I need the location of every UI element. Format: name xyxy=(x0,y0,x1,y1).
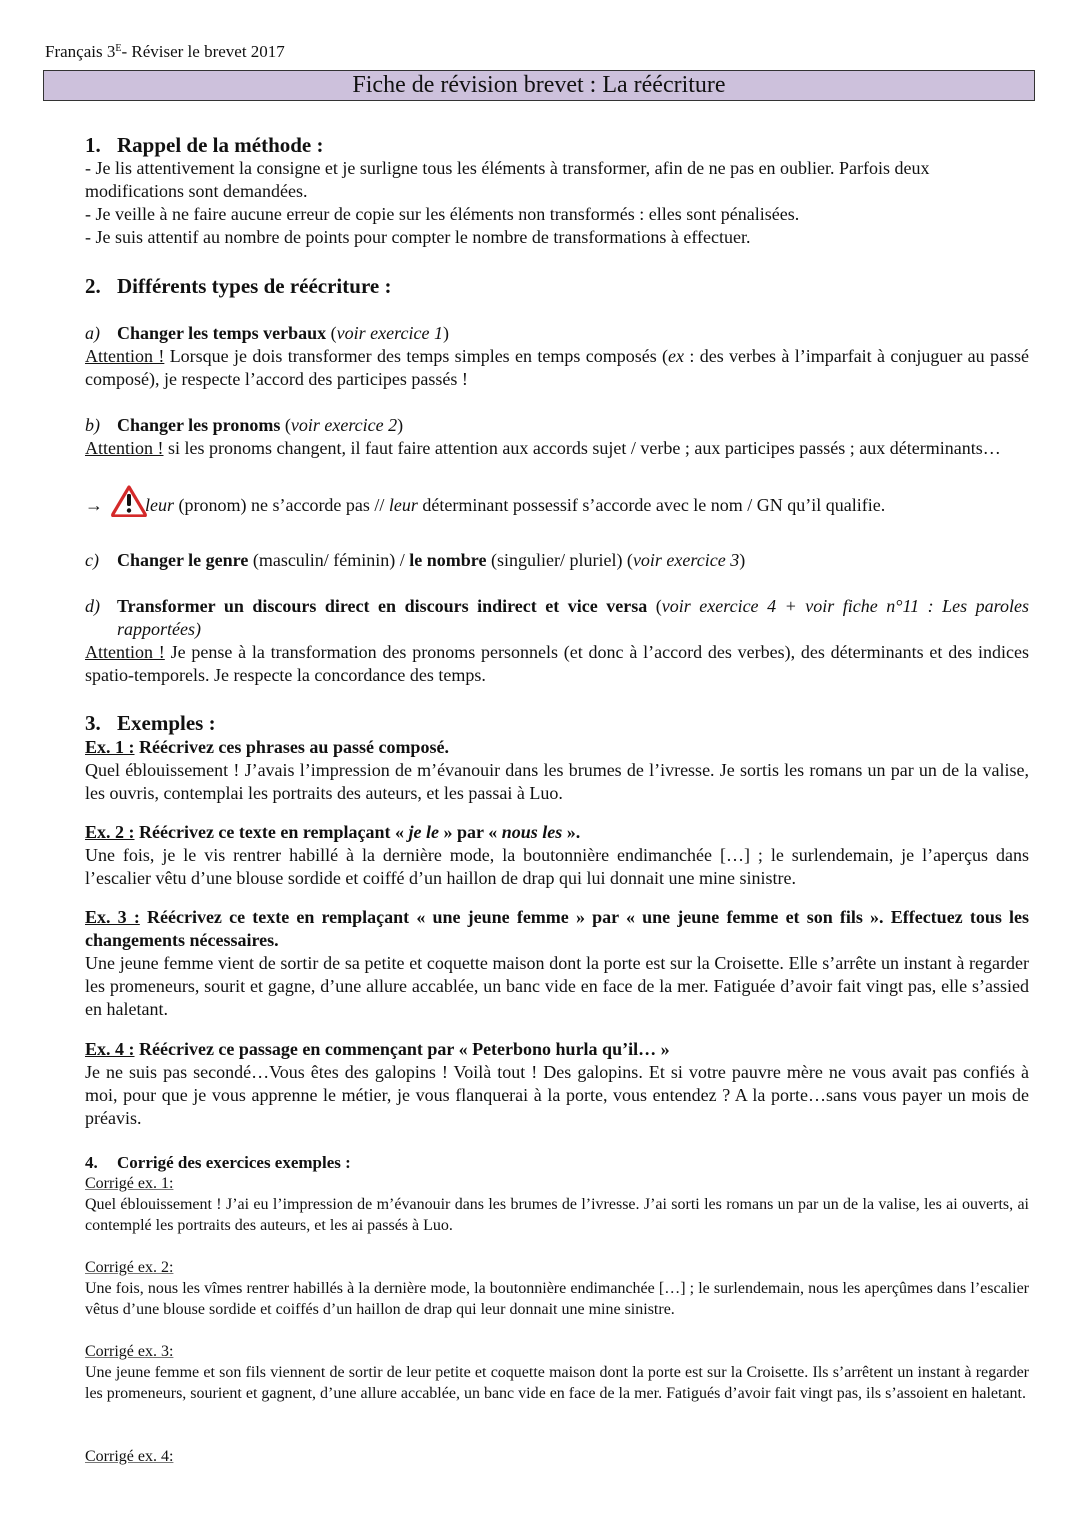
correction-text: Une jeune femme et son fils viennent de sortir de leur petite et coquette maison dont la porte est sur la Croisette. Ils s’arrêtent un instant à regarder les promeneurs, sourient et gagnent, d’une allure accablée, un banc vide en face de la mer. Fatigués d’avoir fait vingt pas, ils s’assoient en haletant. xyxy=(85,1364,1029,1402)
exercise-text: Quel éblouissement ! J’avais l’impression de m’évanouir dans les brumes de l’ivresse. Je sortis les romans un par un de la valise, les ouvris, contemplai les portraits des auteurs, et les passai à Luo. xyxy=(85,760,1029,803)
correction-label: Corrigé ex. 2: xyxy=(85,1259,174,1276)
attention-label: Attention ! xyxy=(85,346,165,366)
correction-label: Corrigé ex. 3: xyxy=(85,1343,174,1360)
exercise-label: Ex. 4 : xyxy=(85,1039,135,1059)
exercise-label: Ex. 1 : xyxy=(85,737,135,757)
correction-label: Corrigé ex. 1: xyxy=(85,1175,174,1192)
section-method xyxy=(85,133,1029,249)
section-heading: 3. Exemples : xyxy=(85,711,216,735)
exercise-2: Ex. 2 : Réécrivez ce texte en remplaçant « je le » par « nous les ». Une fois, je le vis rentrer habillé à la dernière mode, la boutonnière endimanchée […] ; le surlendemain, je l’aperçus dans l’escalier vêtu d’une blouse sordide et coiffé d’un haillon de drap qui lui donnait une mine sinistre. xyxy=(85,822,1029,888)
exercise-4: Ex. 4 : Réécrivez ce passage en commençant par « Peterbono hurla qu’il… » Je ne suis pas secondé…Vous êtes des galopins ! Voilà tout ! Des galopins. Et si votre pauvre mère ne vous avait pas confiés à moi, pour que je vous apprenne le métier, je vous flanquerai à la porte, vous entendez ? A la porte…sans vous payer un mois de préavis. xyxy=(85,1039,1029,1128)
page-header xyxy=(45,39,285,62)
section-examples xyxy=(85,711,1029,735)
header-suffix: - Réviser le brevet 2017 xyxy=(121,42,285,61)
section-types xyxy=(85,274,1029,298)
subsection-c: c) Changer le genre (masculin/ féminin) / le nombre (singulier/ pluriel) (voir exercice 3) xyxy=(85,550,746,570)
exercise-label: Ex. 3 : xyxy=(85,907,140,927)
correction-label: Corrigé ex. 4: xyxy=(85,1448,174,1465)
subsection-d: d) Transformer un discours direct en discours indirect et vice versa (voir exercice 4 + voir fiche n°11 : Les paroles rapportées) Attention ! Je pense à la transformation des pronoms personnels (et donc à l’accord des verbes), des déterminants et des indices spatio-temporels. Je respecte la concordance des temps. xyxy=(85,596,1029,685)
exercise-text: Je ne suis pas secondé…Vous êtes des galopins ! Voilà tout ! Des galopins. Et si votre pauvre mère ne vous avait pas confiés à moi, pour que je vous apprenne le métier, je vous flanquerai à la porte, vous entendez ? A la porte…sans vous payer un mois de préavis. xyxy=(85,1062,1029,1128)
exercise-text: Une jeune femme vient de sortir de sa petite et coquette maison dont la porte est sur la Croisette. Elle s’arrête un instant à regarder les promeneurs, sourit et gagne, d’une allure accablée, un banc vide en face de la mer. Fatiguée d’avoir fait vingt pas, elle s’assied en haletant. xyxy=(85,953,1029,1019)
attention-label: Attention ! xyxy=(85,438,164,458)
warning-triangle-icon xyxy=(111,485,147,517)
subsection-a: a) Changer les temps verbaux (voir exercice 1) Attention ! Lorsque je dois transformer des temps simples en temps composés (ex : des verbes à l’imparfait à conjuguer au passé composé), je respecte l’accord des participes passés ! xyxy=(85,323,1029,389)
subsection-b: b) Changer les pronoms (voir exercice 2) Attention ! si les pronoms changent, il faut faire attention aux accords sujet / verbe ; aux participes passés ; aux déterminants… xyxy=(85,415,1001,458)
exercise-3: Ex. 3 : Réécrivez ce texte en remplaçant « une jeune femme » par « une jeune femme et son fils ». Effectuez tous les changements nécessaires. Une jeune femme vient de sortir de sa petite et coquette maison dont la porte est sur la Croisette. Elle s’arrête un instant à regarder les promeneurs, sourit et gagne, d’une allure accablée, un banc vide en face de la mer. Fatiguée d’avoir fait vingt pas, elle s’assied en haletant. xyxy=(85,907,1029,1019)
correction-text: Quel éblouissement ! J’ai eu l’impression de m’évanouir dans les brumes de l’ivresse. J’ai sorti les romans un par un de la valise, les ai ouverts, ai contemplé les portraits des auteurs, et les ai passés à Luo. xyxy=(85,1196,1029,1234)
exercise-text: Une fois, je le vis rentrer habillé à la dernière mode, la boutonnière endimanchée […] ; le surlendemain, je l’aperçus dans l’escalier vêtu d’une blouse sordide et coiffé d’un haillon de drap qui lui donnait une mine sinistre. xyxy=(85,845,1029,888)
section-corrections xyxy=(85,1153,1029,1236)
header-sup: E xyxy=(115,43,122,54)
correction-3 xyxy=(85,1341,1029,1404)
section-heading: 4. Corrigé des exercices exemples : xyxy=(85,1153,351,1172)
header-prefix: Français 3 xyxy=(45,42,116,61)
arrow-right-icon: → xyxy=(85,495,103,515)
correction-4 xyxy=(85,1446,1029,1467)
section-heading: 2. Différents types de réécriture : xyxy=(85,274,392,298)
warning-note: → leur (pronom) ne s’accorde pas // leur déterminant possessif s’accorde avec le nom / GN qu’il qualifie. xyxy=(85,485,1029,517)
attention-label: Attention ! xyxy=(85,642,165,662)
correction-text: Une fois, nous les vîmes rentrer habillés à la dernière mode, la boutonnière endimanchée […] ; le surlendemain, nous les aperçûmes dans l’escalier vêtus d’une blouse sordide et coiffés d’un haillon de drap qui leur donnait une mine sinistre. xyxy=(85,1280,1029,1318)
exercise-label: Ex. 2 : xyxy=(85,822,135,842)
exercise-1: Ex. 1 : Réécrivez ces phrases au passé composé. Quel éblouissement ! J’avais l’impression de m’évanouir dans les brumes de l’ivresse. Je sortis les romans un par un de la valise, les ouvris, contemplai les portraits des auteurs, et les passai à Luo. xyxy=(85,737,1029,803)
method-line: - Je lis attentivement la consigne et je surligne tous les éléments à transformer, afin de ne pas en oublier. Parfois deux modifications sont demandées. xyxy=(85,158,930,201)
page-title: Fiche de révision brevet : La réécriture xyxy=(43,70,1035,101)
method-line: - Je suis attentif au nombre de points pour compter le nombre de transformations à effectuer. xyxy=(85,227,751,247)
correction-2 xyxy=(85,1257,1029,1320)
section-heading: 1. Rappel de la méthode : xyxy=(85,133,324,157)
method-line: - Je veille à ne faire aucune erreur de copie sur les éléments non transformés : elles sont pénalisées. xyxy=(85,204,800,224)
